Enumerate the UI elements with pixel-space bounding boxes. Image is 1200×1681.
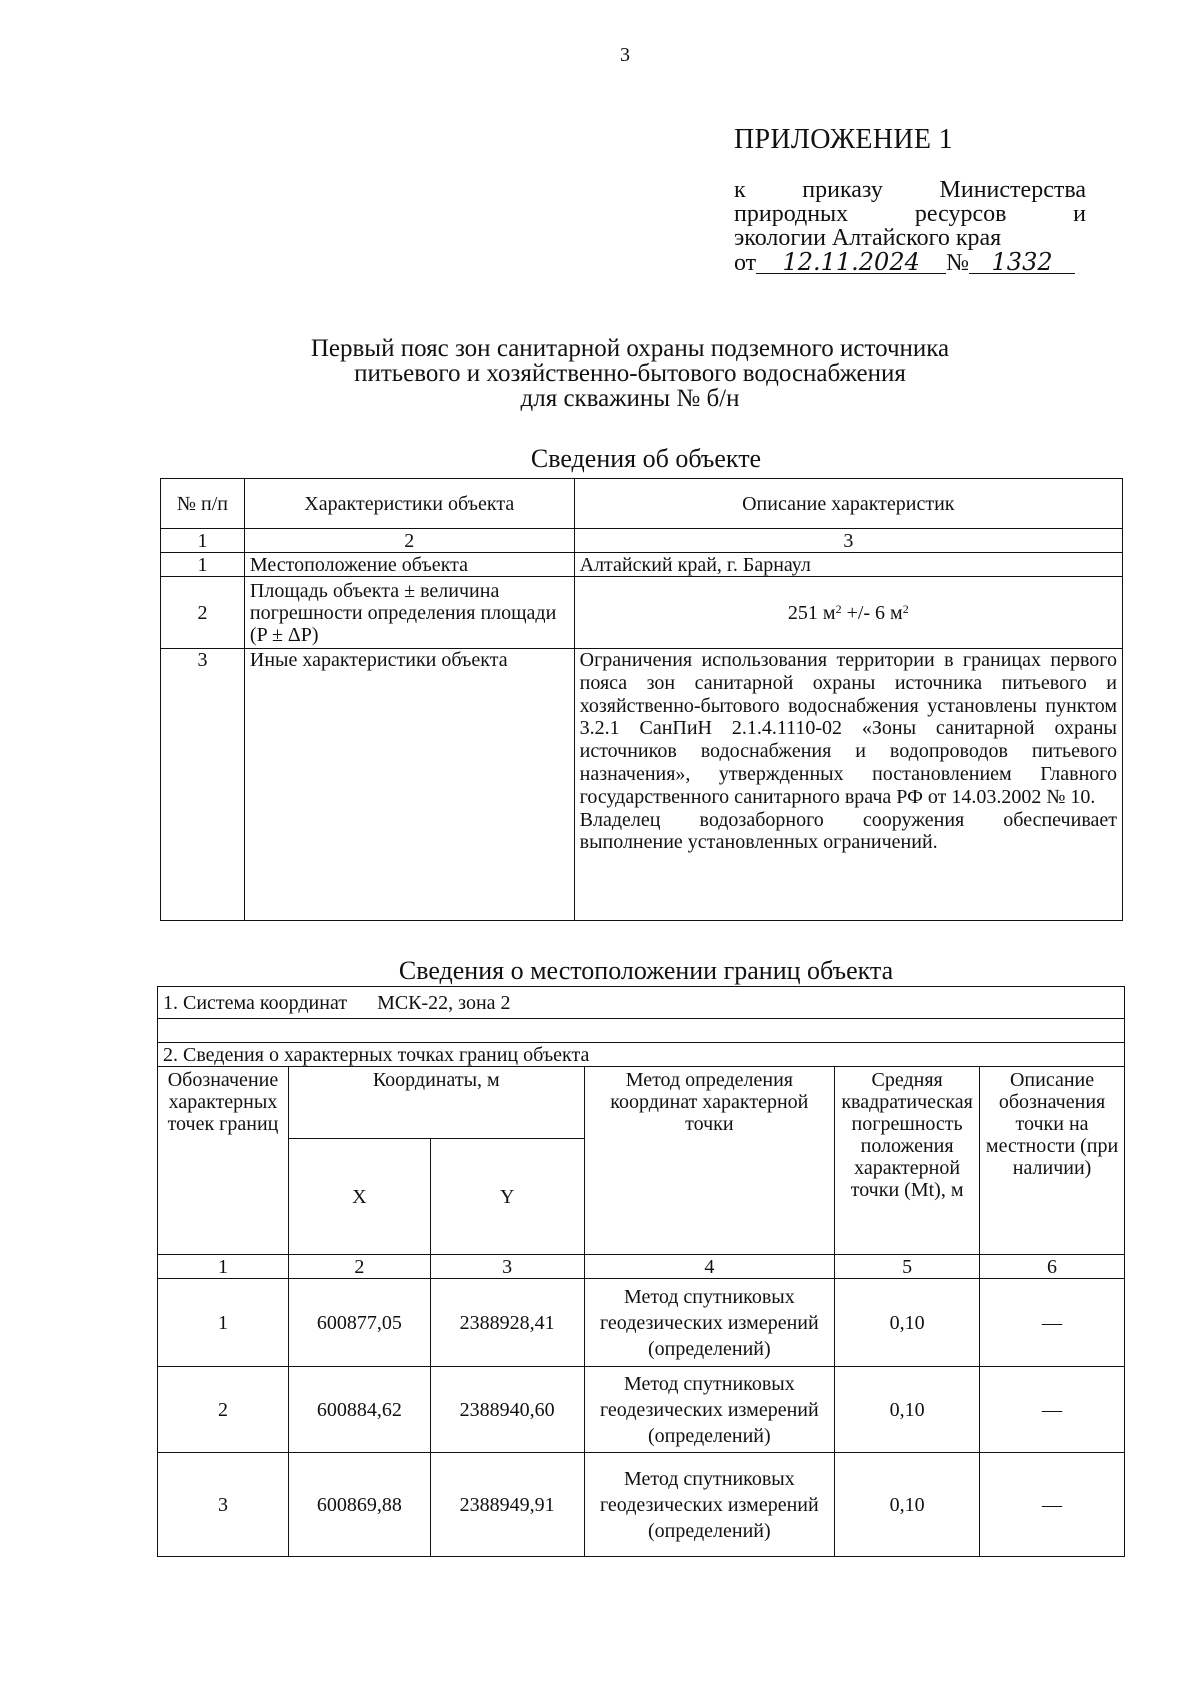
point-id: 1 (158, 1279, 289, 1367)
header-error: Средняя квадратическая погрешность положения характерной точки (Mt), м (835, 1067, 980, 1255)
point-error: 0,10 (835, 1367, 980, 1453)
table-row (158, 1453, 1125, 1557)
object-info-heading: Сведения об объекте (530, 444, 762, 473)
title-line-1: Первый пояс зон санитарной охраны подземного источника (310, 335, 950, 362)
annex-title: ПРИЛОЖЕНИЕ 1 (734, 124, 953, 155)
index-cell: 4 (584, 1255, 835, 1279)
area-tolerance: +/- 6 м (841, 601, 903, 624)
index-row (158, 1255, 1125, 1279)
point-x: 600869,88 (288, 1453, 430, 1557)
from-label: от (734, 250, 757, 276)
points-label-cell: 2. Сведения о характерных точках границ объекта (158, 1043, 1125, 1067)
table-row (161, 577, 1123, 649)
object-info-table (160, 478, 1123, 921)
header-point-description: Описание обозначения точки на местности (при наличии) (980, 1067, 1125, 1255)
header-y: Y (430, 1139, 584, 1255)
point-id: 3 (158, 1453, 289, 1557)
table-row (161, 553, 1123, 577)
table-row (158, 1367, 1125, 1453)
annex-line-1: к приказу Министерства (734, 177, 1086, 203)
header-designation: Обозначение характерных точек границ (158, 1067, 289, 1255)
point-description: — (980, 1279, 1125, 1367)
order-number-handwritten: 1332 (969, 251, 1075, 274)
coordinate-system-row (158, 987, 1125, 1019)
document-title (250, 336, 1010, 411)
empty-cell (158, 1019, 1125, 1043)
row-characteristic: Иные характеристики объекта (244, 649, 574, 921)
annex-line-2: природных ресурсов и (734, 201, 1086, 227)
table-header-row (161, 479, 1123, 529)
point-description: — (980, 1367, 1125, 1453)
index-cell: 1 (161, 529, 245, 553)
point-y: 2388940,60 (430, 1367, 584, 1453)
header-x: X (288, 1139, 430, 1255)
table-row (158, 1279, 1125, 1367)
row-description-area (574, 577, 1122, 649)
row-description: Алтайский край, г. Барнаул (574, 553, 1122, 577)
point-y: 2388928,41 (430, 1279, 584, 1367)
title-line-3: для скважины № б/н (520, 385, 740, 412)
coordinate-system-label: 1. Система координат (163, 991, 348, 1014)
tolerance-superscript: 2 (902, 601, 909, 616)
point-method: Метод спутниковых геодезических измерений (определений) (584, 1453, 835, 1557)
order-date-handwritten: 12.11.2024 (756, 251, 946, 274)
point-method: Метод спутниковых геодезических измерений (определений) (584, 1367, 835, 1453)
area-superscript: 2 (835, 601, 842, 616)
header-row (158, 1067, 1125, 1139)
coordinate-system-cell (158, 987, 1125, 1019)
row-num: 3 (161, 649, 245, 921)
row-characteristic: Площадь объекта ± величина погрешности определения площади (P ± ΔP) (244, 577, 574, 649)
point-error: 0,10 (835, 1279, 980, 1367)
header-description: Описание характеристик (574, 479, 1122, 529)
table-index-row (161, 529, 1123, 553)
index-cell: 2 (244, 529, 574, 553)
owner-obligation-paragraph: Владелец водозаборного сооружения обеспечивает выполнение установленных ограничений. (579, 808, 1117, 854)
header-num: № п/п (161, 479, 245, 529)
row-num: 1 (161, 553, 245, 577)
location-info-table (157, 986, 1125, 1557)
spacer-row (158, 1019, 1125, 1043)
header-coordinates: Координаты, м (288, 1067, 584, 1139)
table-row (161, 649, 1123, 921)
point-id: 2 (158, 1367, 289, 1453)
point-method: Метод спутниковых геодезических измерений (определений) (584, 1279, 835, 1367)
row-description-restrictions (574, 649, 1122, 921)
point-x: 600884,62 (288, 1367, 430, 1453)
location-info-heading: Сведения о местоположении границ объекта (398, 956, 894, 985)
annex-line-3: экологии Алтайского края (734, 225, 1002, 251)
header-method: Метод определения координат характерной точки (584, 1067, 835, 1255)
point-y: 2388949,91 (430, 1453, 584, 1557)
coordinate-system-value: МСК-22, зона 2 (377, 991, 511, 1014)
number-label: № (946, 250, 970, 276)
row-characteristic: Местоположение объекта (244, 553, 574, 577)
restrictions-paragraph: Ограничения использования территории в границах первого пояса зон санитарной охраны источника питьевого и хозяйственно-бытового водоснабжения установлены пунктом 3.2.1 СанПиН 2.1.4.1110-02 «Зоны санитарной охраны источников водоснабжения и водопроводов питьевого назначения», утвержденных постановлением Главного государственного санитарного врача РФ от 14.03.2002 № 10. (579, 649, 1117, 808)
point-description: — (980, 1453, 1125, 1557)
point-x: 600877,05 (288, 1279, 430, 1367)
points-label-row (158, 1043, 1125, 1067)
title-line-2: питьевого и хозяйственно-бытового водоснабжения (354, 360, 906, 387)
page-number: 3 (620, 44, 630, 66)
header-characteristics: Характеристики объекта (244, 479, 574, 529)
point-error: 0,10 (835, 1453, 980, 1557)
area-value: 251 м (787, 601, 836, 624)
row-num: 2 (161, 577, 245, 649)
index-cell: 5 (835, 1255, 980, 1279)
order-date-number-line (734, 250, 1075, 277)
index-cell: 1 (158, 1255, 289, 1279)
index-cell: 6 (980, 1255, 1125, 1279)
index-cell: 2 (288, 1255, 430, 1279)
index-cell: 3 (430, 1255, 584, 1279)
index-cell: 3 (574, 529, 1122, 553)
